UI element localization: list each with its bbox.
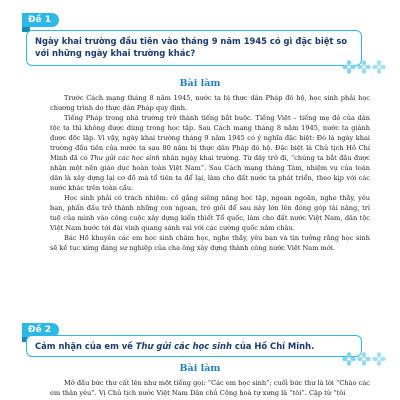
paragraph — [50, 114, 370, 193]
exercise-2-badge-label: Đề 2 — [28, 325, 52, 335]
paragraph — [50, 194, 370, 234]
exercise-1-question: Ngày khai trường đầu tiên vào tháng 9 năm 1945 có gì đặc biệt so với những ngày khai trường khác? — [35, 36, 348, 58]
exercise-2-answer — [50, 379, 370, 400]
exercise-1-badge-label: Đề 1 — [28, 15, 52, 25]
exercise-2-question: Cảm nhận của em về — [35, 341, 136, 351]
exercise-1-question-box — [26, 30, 362, 66]
paragraph-text: Bác Hồ khuyên các em học sinh chăm học, nghe thầy, yêu bạn và tin tưởng rằng học sinh sẽ kế tục xứng đáng sự nghiệp của cha ông xây dựng thành công nước Việt Nam mới. — [50, 234, 370, 253]
paragraph-text: Học sinh phải có trách nhiệm: cố gắng siêng năng học tập, ngoan ngoãn, nghe thầy, yêu bạn, phấn đấu trở thành những con ngoan, trò giỏi để sau này lớn lên đóng góp tài năng, trí tuệ của mình vào công cuộc xây dựng kiến thiết Tổ quốc, làm cho đất nước Việt Nam, dân tộc Việt Nam bước tới đài vinh quang sánh vai với các cường quốc năm châu. — [50, 194, 370, 232]
paragraph — [50, 94, 370, 114]
letter-title-italic: Thư gửi các học sinh — [90, 154, 160, 163]
flower-decoration-icon — [342, 60, 386, 74]
paragraph-text: nhân ngày khai trường. Từ đây trở đi, “chúng ta bắt đầu được nhận một nền giáo dục hoàn toàn Việt Nam”. Sau Cách mạng tháng Tám, nhiệm vụ của toàn dân là xây dựng lại cơ đồ mà tổ tiên ta để lại, làm cho đất nước ta phát triển, theo kịp với các nước khác trên toàn cầu. — [50, 154, 370, 192]
exercise-1-heading: Bài làm — [179, 78, 221, 89]
paragraph-text: Mở đầu bức thư cất lên như một tiếng gọi: “Các em học sinh”; cuối bức thư là lời “Chào các em thân yêu”. Vị Chủ tịch nước Việt Nam Dân chủ Cộng hoà tự xưng là “tôi”. Cặp từ “tôi — [50, 379, 370, 397]
paragraph-text: Tiếng Pháp trong nhà trường trở thành tiếng bắt buộc. Tiếng Việt – tiếng mẹ đẻ của dân tộc ta thì không được dùng trong học tập. Sau Cách mạng tháng 8 năm 1945, nước ta giành được độc lập. Vì vậy, ngày khai trường tháng 9 năm 1945 có ý nghĩa đặc biệt: Đó là ngày khai trường đầu tiên của nước ta sau 80 năm bị thực dân Pháp đô hộ. Đặc biệt là Chủ tịch Hồ Chí Minh đã có — [50, 114, 370, 163]
paragraph — [50, 234, 370, 254]
letter-title-italic: Thư gửi các học sinh — [135, 341, 232, 351]
exercise-1-answer — [50, 94, 370, 255]
exercise-1-badge — [22, 13, 59, 27]
paragraph — [50, 379, 370, 399]
paragraph-text: Trước Cách mạng tháng 8 năm 1945, nước ta bị thực dân Pháp đô hộ, học sinh phải học chương trình do thực dân Pháp quy định. — [50, 94, 370, 112]
exercise-2-question-box — [26, 335, 362, 357]
exercise-2-question-end: của Hồ Chí Minh. — [231, 341, 315, 351]
exercise-2-heading: Bài làm — [179, 363, 221, 374]
